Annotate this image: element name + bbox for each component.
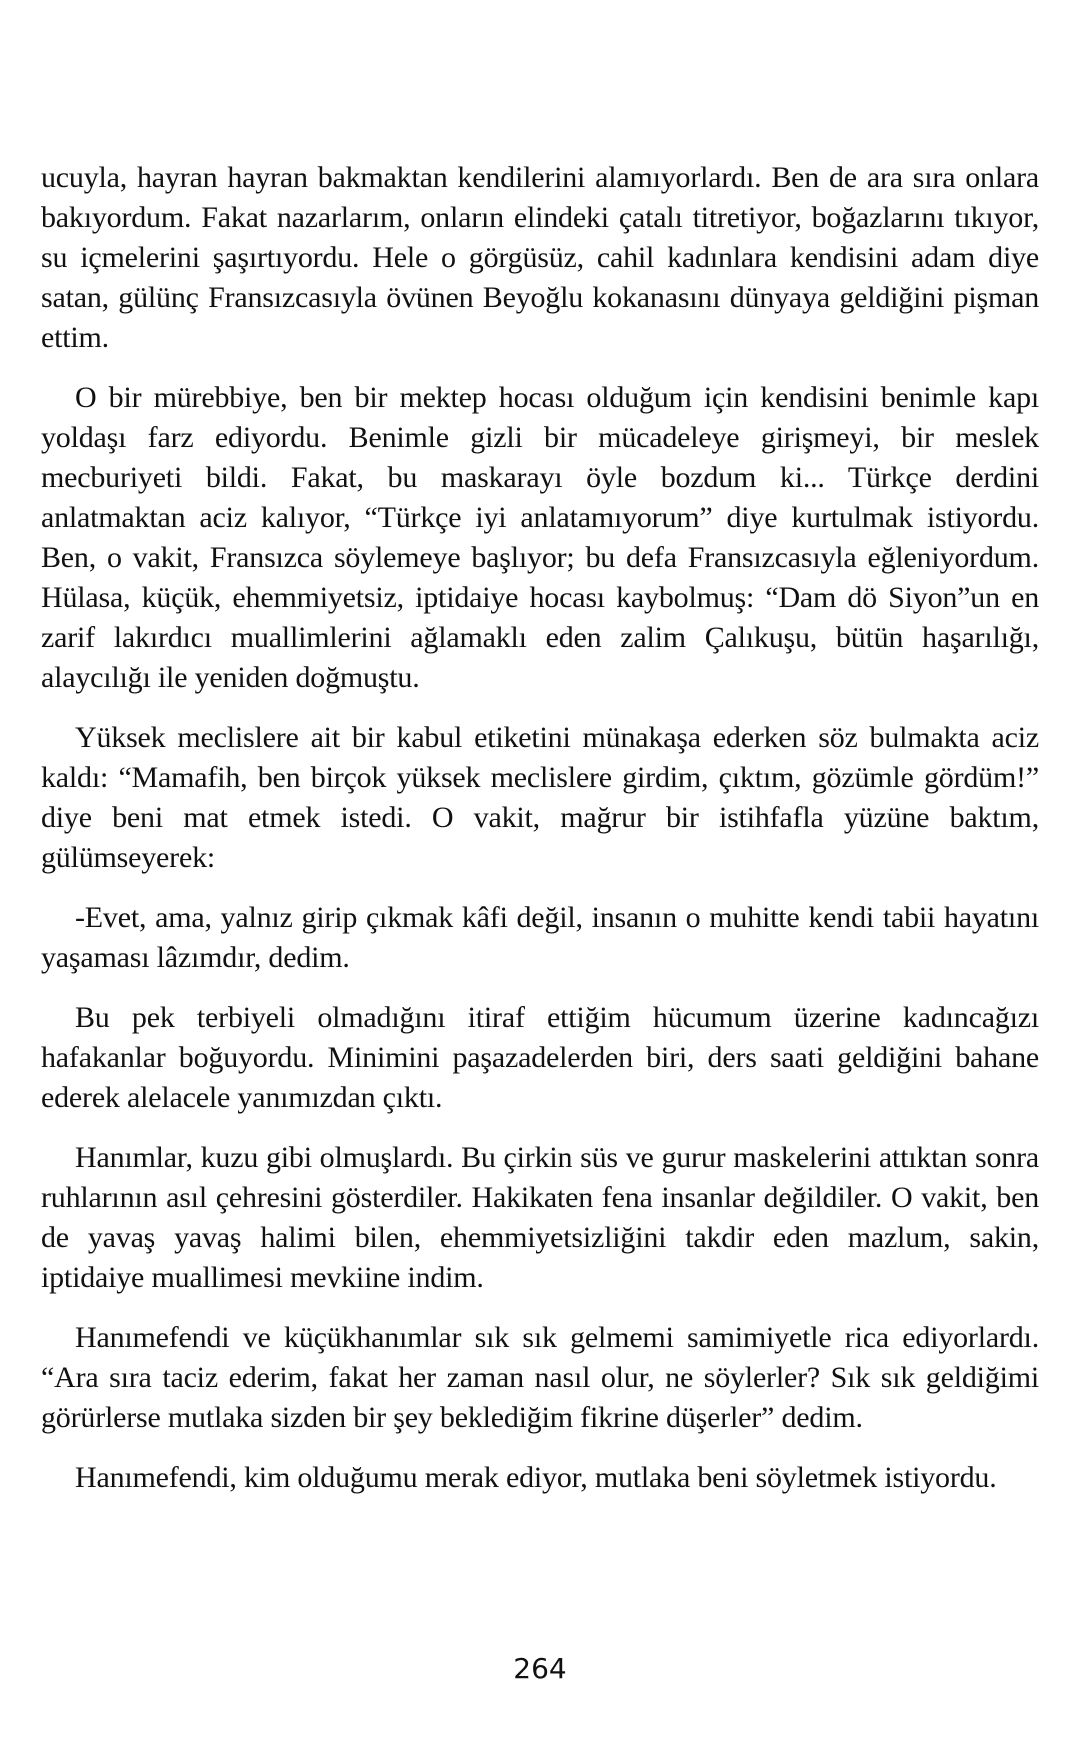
paragraph: -Evet, ama, yalnız girip çıkmak kâfi değil, insanın o muhitte kendi tabii hayatını yaşaması lâzımdır, dedim.: [41, 901, 1039, 974]
paragraph: Hanımefendi ve küçükhanımlar sık sık gelmemi samimiyetle rica ediyorlardı. “Ara sıra taciz ederim, fakat her zaman nasıl olur, ne söylerler? Sık sık geldiğimi görürlerse mutlaka sizden bir şey beklediğim fikrine düşerler” dedim.: [41, 1321, 1039, 1434]
paragraph: Yüksek meclislere ait bir kabul etiketini münakaşa ederken söz bulmakta aciz kaldı: “Mamafih, ben birçok yüksek meclislere girdim, çıktım, gözümle gördüm!” diye beni mat etmek istedi. O vakit, mağrur bir istihfafla yüzüne baktım, gülümseyerek:: [41, 721, 1039, 874]
paragraph: O bir mürebbiye, ben bir mektep hocası olduğum için kendisini benimle kapı yoldaşı farz ediyordu. Benimle gizli bir mücadeleye girişmeyi, bir meslek mecburiyeti bildi. Fakat, bu maskarayı öyle bozdum ki... Türkçe derdini anlatmaktan aciz kalıyor, “Türkçe iyi anlatamıyorum” diye kurtulmak istiyordu. Ben, o vakit, Fransızca söylemeye başlıyor; bu defa Fransızcasıyla eğleniyordum. Hülasa, küçük, ehemmiyetsiz, iptidaiye hocası kaybolmuş: “Dam dö Siyon”un en zarif lakırdıcı muallimlerini ağlamaklı eden zalim Çalıkuşu, bütün haşarılığı, alaycılığı ile yeniden doğmuştu.: [41, 381, 1039, 694]
paragraph: Hanımefendi, kim olduğumu merak ediyor, mutlaka beni söyletmek istiyordu.: [75, 1461, 997, 1494]
paragraph: Hanımlar, kuzu gibi olmuşlardı. Bu çirkin süs ve gurur maskelerini attıktan sonra ruhlarının asıl çehresini gösterdiler. Hakikaten fena insanlar değildiler. O vakit, ben de yavaş yavaş halimi bilen, ehemmiyetsizliğini takdir eden mazlum, sakin, iptidaiye muallimesi mevkiine indim.: [41, 1141, 1039, 1294]
page-body: [41, 158, 1039, 1518]
page-number: 264: [513, 1652, 567, 1685]
paragraph: ucuyla, hayran hayran bakmaktan kendilerini alamıyorlardı. Ben de ara sıra onlara bakıyordum. Fakat nazarlarım, onların elindeki çatalı titretiyor, boğazlarını tıkıyor, su içmelerini şaşırtıyordu. Hele o görgüsüz, cahil kadınlara kendisini adam diye satan, gülünç Fransızcasıyla övünen Beyoğlu kokanasını dünyaya geldiğini pişman ettim.: [41, 161, 1039, 354]
paragraph: Bu pek terbiyeli olmadığını itiraf ettiğim hücumum üzerine kadıncağızı hafakanlar boğuyordu. Minimini paşazadelerden biri, ders saati geldiğini bahane ederek alelacele yanımızdan çıktı.: [41, 1001, 1039, 1114]
